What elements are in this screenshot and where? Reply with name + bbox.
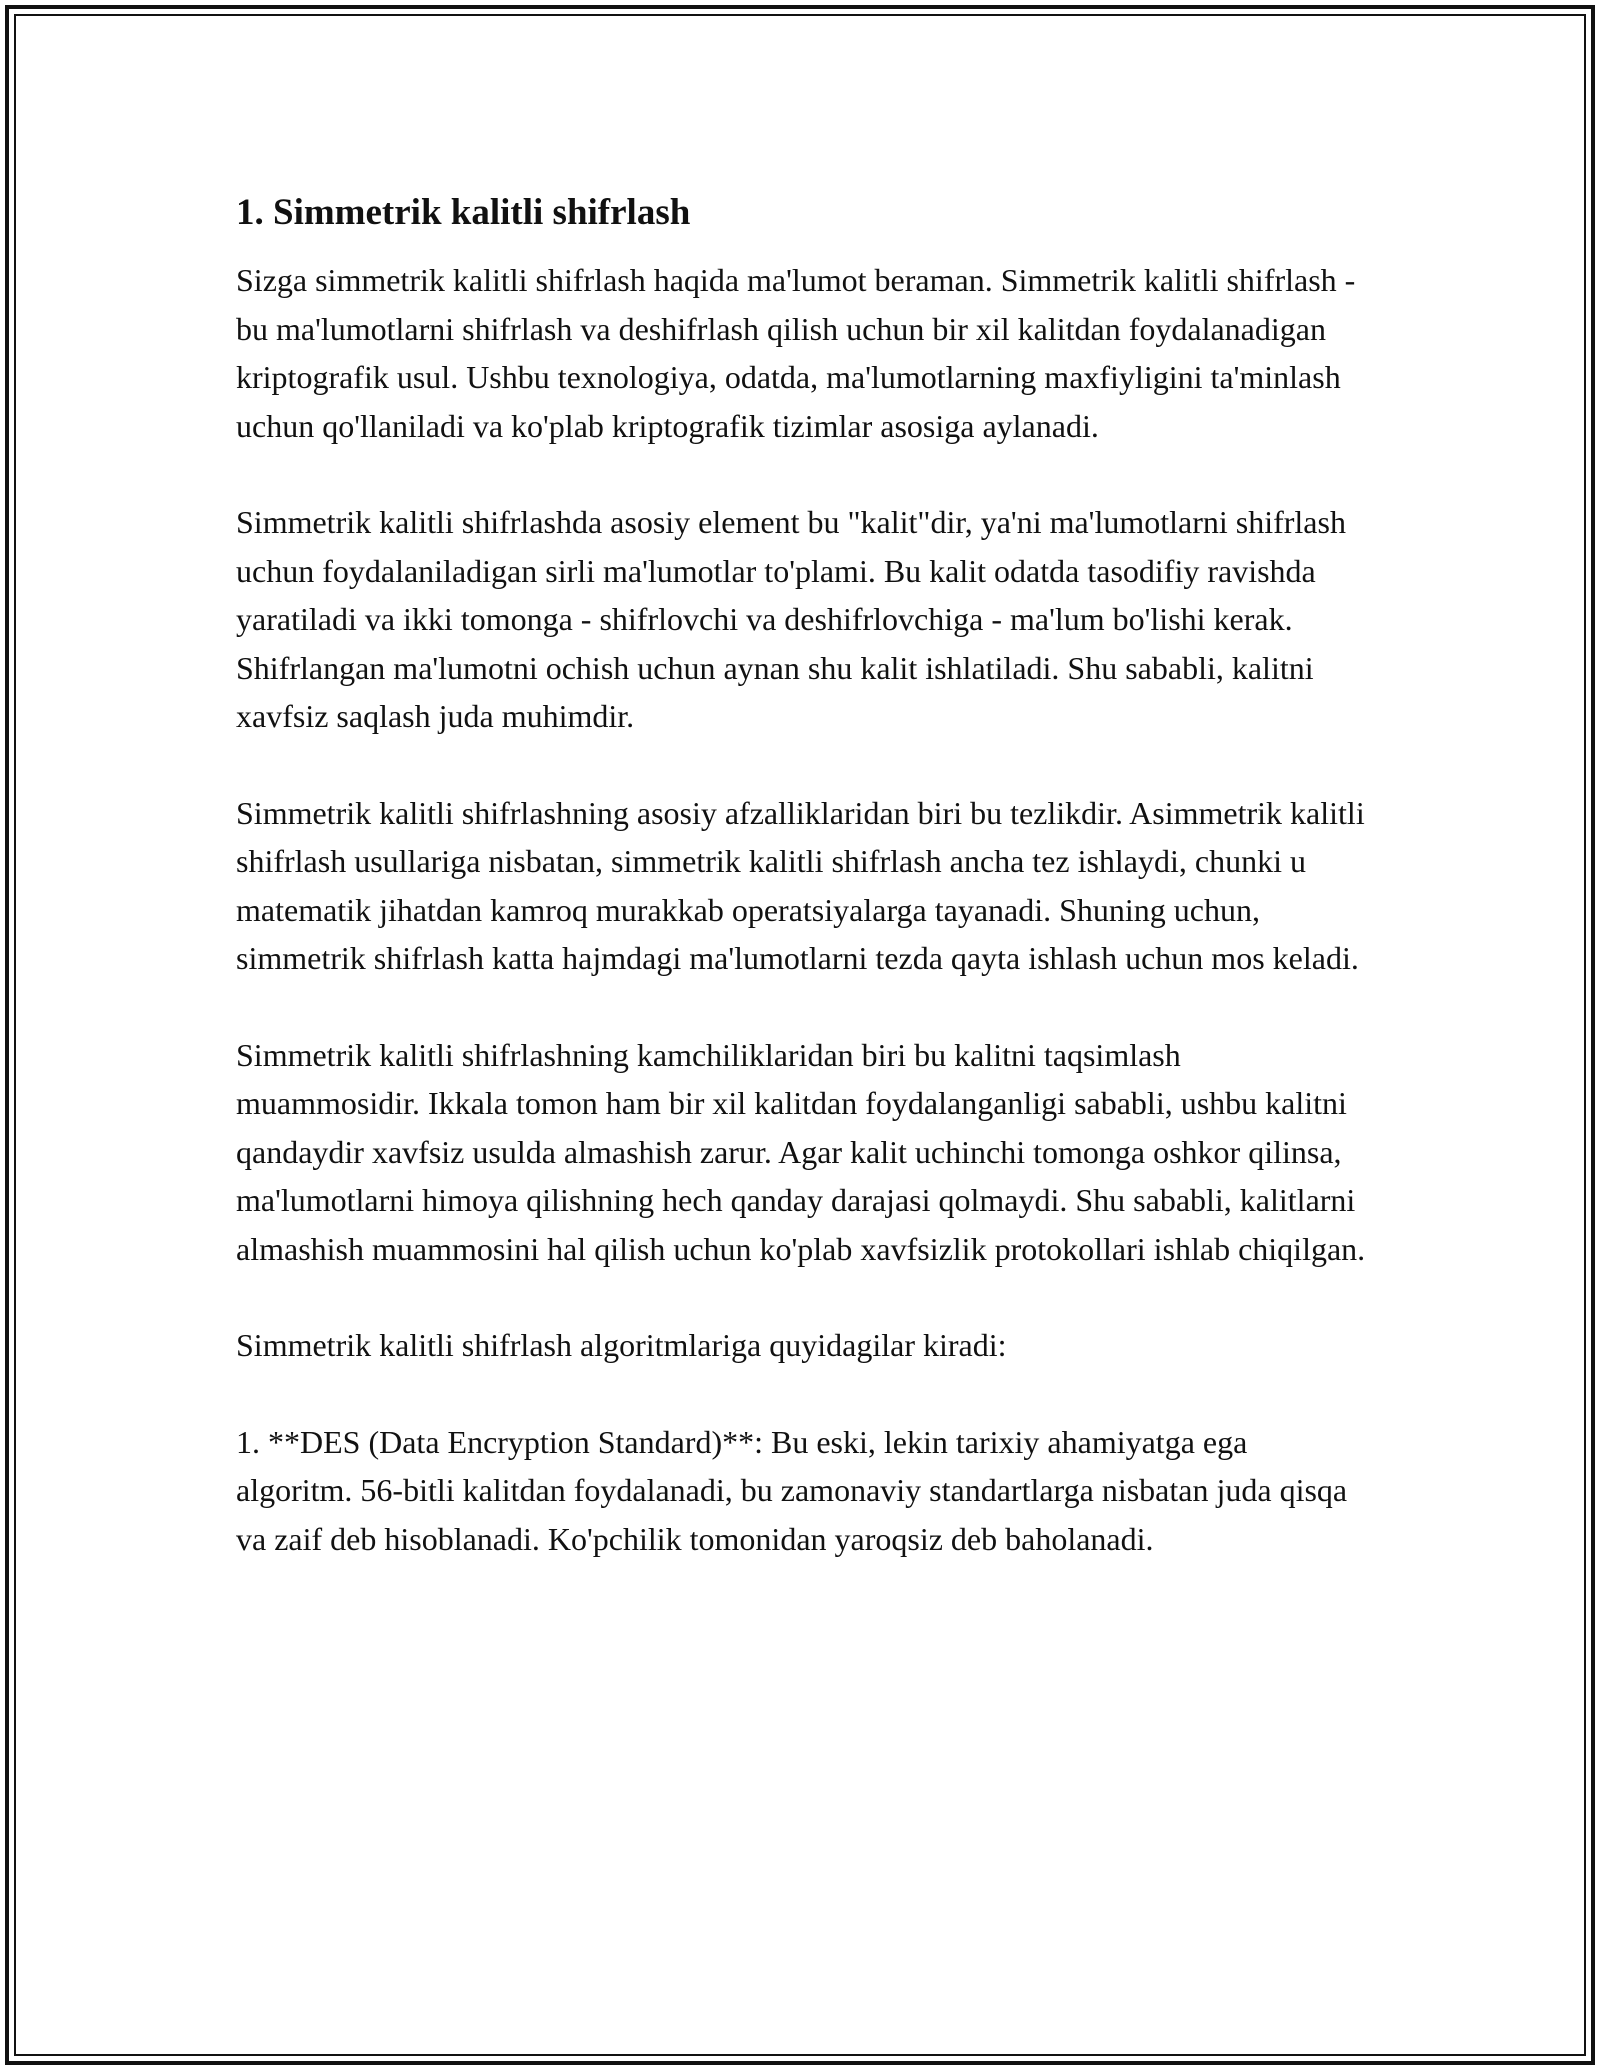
paragraph-advantages: Simmetrik kalitli shifrlashning asosiy afzalliklaridan biri bu tezlikdir. Asimmetrik kalitli shifrlash usullariga nisbatan, simmetrik kalitli shifrlash ancha tez ishlaydi, chunki u matematik jihatdan kamroq murakkab operatsiyalarga tayanadi. Shuning uchun, simmetrik shifrlash katta hajmdagi ma'lumotlarni tezda qayta ishlash uchun mos keladi. (236, 794, 1365, 976)
list-item-des: 1. **DES (Data Encryption Standard)**: Bu eski, lekin tarixiy ahamiyatga ega algoritm. 56-bitli kalitdan foydalanadi, bu zamonaviy standartlarga nisbatan juda qisqa va zaif deb hisoblanadi. Ko'pchilik tomonidan yaroqsiz deb baholanadi. (236, 1423, 1348, 1557)
paragraph-algorithms-intro: Simmetrik kalitli shifrlash algoritmlariga quyidagilar kiradi: (236, 1327, 1007, 1363)
paragraph-key: Simmetrik kalitli shifrlashda asosiy element bu "kalit"dir, ya'ni ma'lumotlarni shifrlash uchun foydalaniladigan sirli ma'lumotlar to'plami. Bu kalit odatda tasodifiy ravishda yaratiladi va ikki tomonga - shifrlovchi va deshifrlovchiga - ma'lum bo'lishi kerak. Shifrlangan ma'lumotni ochish uchun aynan shu kalit ishlatiladi. Shu sababli, kalitni xavfsiz saqlash juda muhimdir. (236, 504, 1346, 734)
section-heading: 1. Simmetrik kalitli shifrlash (236, 192, 691, 233)
paragraph-intro: Sizga simmetrik kalitli shifrlash haqida ma'lumot beraman. Simmetrik kalitli shifrlash - bu ma'lumotlarni shifrlash va deshifrlash qilish uchun bir xil kalitdan foydalanadigan kriptografik usul. Ushbu texnologiya, odatda, ma'lumotlarning maxfiyligini ta'minlash uchun qo'llaniladi va ko'plab kriptografik tizimlar asosiga aylanadi. (236, 262, 1356, 444)
paragraph-disadvantages: Simmetrik kalitli shifrlashning kamchiliklaridan biri bu kalitni taqsimlash muammosidir. Ikkala tomon ham bir xil kalitdan foydalanganligi sababli, ushbu kalitni qandaydir xavfsiz usulda almashish zarur. Agar kalit uchinchi tomonga oshkor qilinsa, ma'lumotlarni himoya qilishning hech qanday darajasi qolmaydi. Shu sababli, kalitlarni almashish muammosini hal qilish uchun ko'plab xavfsizlik protokollari ishlab chiqilgan. (236, 1036, 1366, 1267)
document-body (236, 186, 1366, 1611)
